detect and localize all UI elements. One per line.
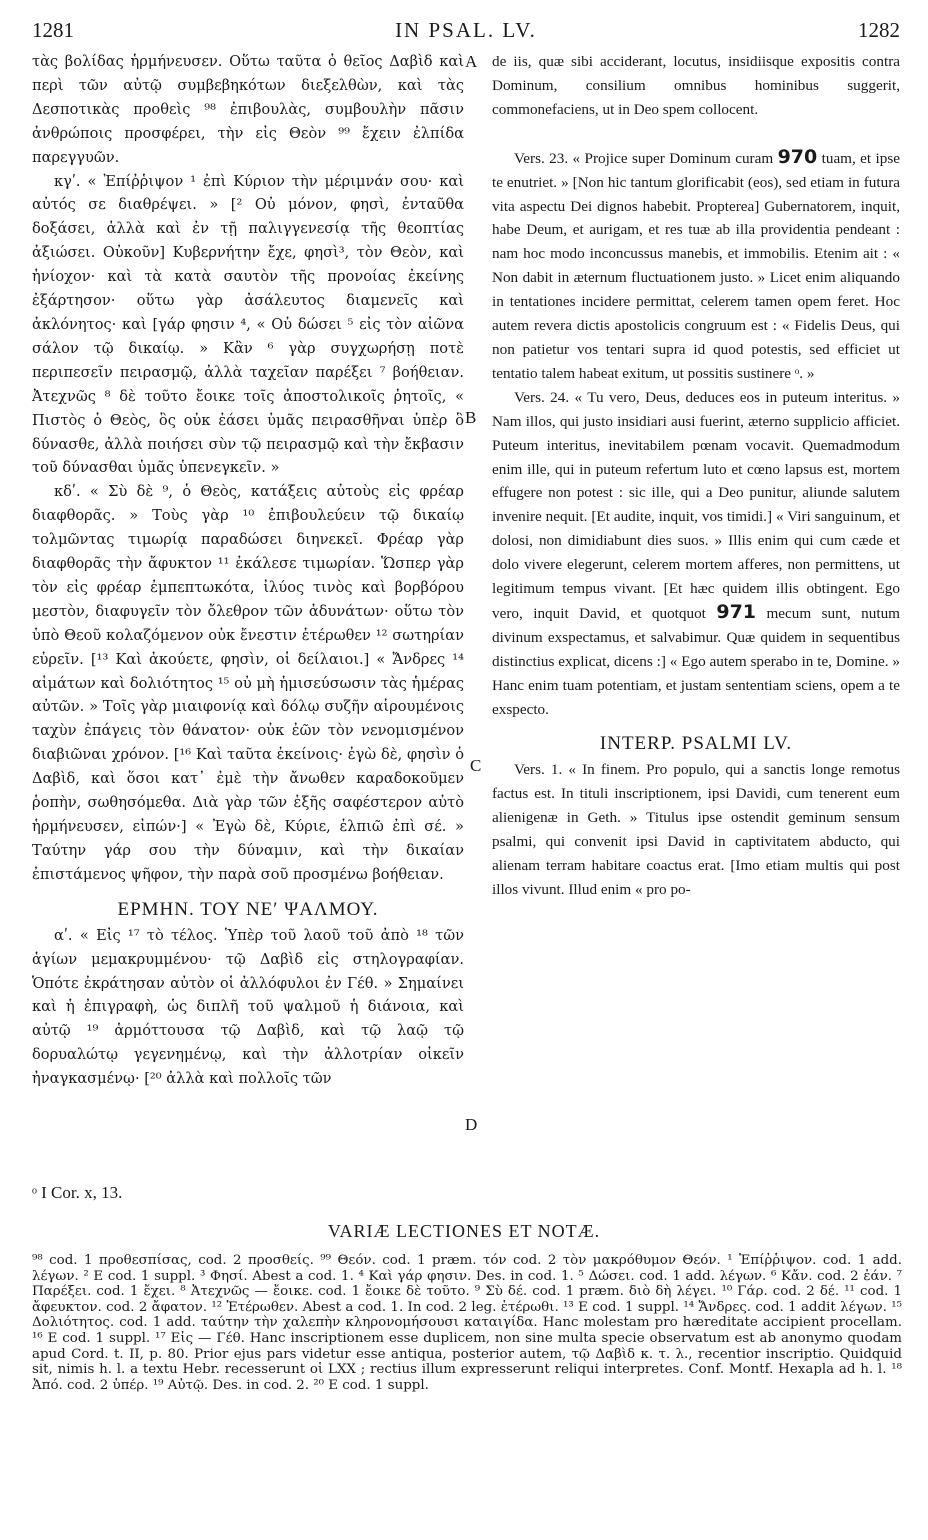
greek-section-heading: ΕΡΜΗΝ. ΤΟΥ ΝΕʹ ΨΑΛΜΟΥ. [117,898,379,920]
page-number-right: 1282 [858,18,900,42]
margin-marker-d: D [465,1115,478,1134]
latin-paragraph-3-rest: mecum sunt, nutum divinum exspectamus, et salvabimur. Quæ quidem in sequentibus distinctius explicat, dicens :] « Ego autem sperabo in te, Domine. » Hanc enim tuam potentiam, et justam sententiam sciens, opem a te exspecto. [492,604,900,718]
running-title: IN PSAL. LV. [395,18,537,42]
latin-paragraph-4: Vers. 1. « In finem. Pro populo, qui a sanctis longe remotus factus est. In tituli inscriptionem, ipsi Davidi, cum tenerent eum alienigenæ in Geth. » Titulus ipse ostendit geminum sensum psalmi, qui convenit ipsi David in captivitatem abducto, qui alienam terram habitare coactus erat. [Imo etiam multis qui post illos vivunt. Illud enim « pro po- [492,761,900,898]
column-number-971: 971 [716,600,757,623]
page-header [32,18,900,48]
margin-marker-a: A [465,52,478,71]
latin-paragraph-1: de iis, quæ sibi acciderant, locutus, insidiisque expositis contra Dominum, consilium omnibus hominibus suggerit, commonefaciens, ut in Deo spem collocent. [492,53,900,118]
notes-text: ⁹⁸ cod. 1 προθεσπίσας, cod. 2 προσθείς. ⁹⁹ Θεόν. cod. 1 præm. τόν cod. 2 τὸν μακρόθυμον Θεόν. ¹ Ἐπίῤῥιψον. cod. 1 add. λέγων. ² E cod. 1 suppl. ³ Φησί. Abest a cod. 1. ⁴ Καὶ γάρ φησιν. Des. in cod. 1. ⁵ Δώσει. cod. 1 add. λέγων. ⁶ Κἄν. cod. 2 ἐάν. ⁷ Παρέξει. cod. 1 ἔχει. ⁸ Ἀτεχνῶς — ἔοικε. cod. 1 ἔοικε δὲ τοῦτο. ⁹ Σὺ δέ. cod. 1 præm. διὸ δὴ λέγει. ¹⁰ Γάρ. cod. 2 δέ. ¹¹ cod. 1 ἄφευκτον. cod. 2 ἄφατον. ¹² Ἑτέρωθεν. Abest a cod. 1. In cod. 2 leg. ἑτέρωθι. ¹³ E cod. 1 suppl. ¹⁴ Ἄνδρες. cod. 1 addit λέγων. ¹⁵ Δολιότητος. cod. 1 add. ταύτην τὴν χαλεπὴν κληρονομήσουσι καταιγίδα. Hanc molestam pro hæreditate accipient procellam. ¹⁶ E cod. 1 suppl. ¹⁷ Εἰς — Γέθ. Hanc inscriptionem esse duplicem, non sine multa specie observatum est ab anonymo quodam apud Cord. t. II, p. 80. Prior ejus pars videtur esse antiqua, posterior autem, τῷ Δαβὶδ κ. τ. λ., recentior inscriptio. Quidquid sit, nimis h. l. a textu Hebr. recesserunt οἱ LXX ; rectius illum expresserunt reliqui interpretes. Conf. Montf. Hexapla ad h. l. ¹⁸ Ἀπό. cod. 2 ὑπέρ. ¹⁹ Αὐτῷ. Des. in cod. 2. ²⁰ E cod. 1 suppl. [32,1253,902,1393]
latin-section-heading: INTERP. PSALMI LV. [599,733,793,755]
scripture-footnote: ᵒ I Cor. x, 13. [32,1183,123,1202]
margin-marker-b: B [465,408,477,427]
latin-paragraph-3-start: Vers. 24. « Tu vero, Deus, deduces eos in puteum interitus. » Nam illos, qui justo insidiari ausi fuerint, æterno supplicio afficiet. Puteum interitus, inevitabilem pœnam vocavit. Quemadmodum enim ille, qui in puteum refertum luto et cœno lapsus est, mortem effugere non potest : sic ille, qui a Deo punitur, aliunde salutem invenire nequit. [Et audite, inquit, vos timidi.] « Viri sanguinum, et dolosi, non dimidiabunt dies suos. » Illis enim qui cum cæde et dolo vivere elegerunt, celerem mortem afferes, non permittens, ut legitimum tempus vivant. [Et hæc quidem illis obtingent. Ego vero, inquit David, et quotquot [492,388,900,622]
margin-marker-c: C [470,756,482,775]
variant-readings-notes [32,1253,902,1393]
page-number-left: 1281 [32,18,74,42]
latin-paragraph-2-start: Vers. 23. « Projice super Dominum curam [514,149,774,167]
greek-paragraph-2: κγʹ. « Ἐπίῤῥιψον ¹ ἐπὶ Κύριον τὴν μέριμνάν σου· καὶ αὐτός σε διαθρέψει. » [² Οὐ μόνον, φησὶ, ἐνταῦθα δοξάσει, ἀλλὰ καὶ ἐν τῇ παλιγγενεσίᾳ τῆς θεοπτίας ἀξιώσει. Οὐκοῦν] Κυβερνήτην ἔχε, φησὶ³, τὸν Θεὸν, καὶ ἡνίοχον· καὶ τὰ κατὰ σαυτὸν τῆς προνοίας ἐκείνης ἐξάρτησον· οὕτω γὰρ ἀσάλευτος διαμενεῖς καὶ ἀκλόνητος· καὶ [γάρ φησιν ⁴, « Οὐ δώσει ⁵ εἰς τὸν αἰῶνα σάλον τῷ δικαίῳ. » Κἂν ⁶ γὰρ συγχωρήσῃ ποτὲ περιπεσεῖν πειρασμῷ, ἀλλὰ ταχεῖαν παρέξει ⁷ βοήθειαν. Ἀτεχνῶς ⁸ δὲ τοῦτο ἔοικε τοῖς ἀποστολικοῖς ῥητοῖς, « Πιστὸς ὁ Θεὸς, ὃς οὐκ ἐάσει ὑμᾶς πειρασθῆναι ὑπὲρ ὃ δύνασθε, ἀλλὰ ποιήσει σὺν τῷ πειρασμῷ καὶ τὴν ἔκβασιν τοῦ δύνασθαι ὑμᾶς ὑπενεγκεῖν. » [32,172,464,477]
latin-paragraph-3 [492,386,900,722]
greek-paragraph-1: τὰς βολίδας ἡρμήνευσεν. Οὕτω ταῦτα ὁ θεῖος Δαβὶδ καὶ περὶ τῶν αὐτῷ συμβεβηκότων διεξελθὼν, καὶ τὰς Δεσποτικὰς προθεὶς ⁹⁸ ἐπιβουλὰς, συμβουλὴν πᾶσιν ἀνθρώποις προσφέρει, τὴν εἰς Θεὸν ⁹⁹ ἔχειν ἐλπίδα παρεγγυῶν. [32,53,464,166]
notes-heading: VARIÆ LECTIONES ET NOTÆ. [327,1221,601,1241]
latin-paragraph-2 [492,146,900,386]
greek-column [32,50,464,1091]
greek-paragraph-3: κδʹ. « Σὺ δὲ ⁹, ὁ Θεὸς, κατάξεις αὐτοὺς εἰς φρέαρ διαφθορᾶς. » Τοὺς γὰρ ¹⁰ ἐπιβουλεύειν τῷ δικαίῳ τολμῶντας τιμωρίᾳ παραδώσει διηνεκεῖ. Φρέαρ γὰρ διαφθορᾶς τὴν ἄφυκτον ¹¹ ἐκάλεσε τιμωρίαν. Ὥσπερ γὰρ τὸν εἰς φρέαρ ἐμπεπτωκότα, ἰλύος τινὸς καὶ βορβόρου μεστὸν, διαφυγεῖν τὸν ὄλεθρον τῶν ἀδυνάτων· οὕτω τὸν ὑπὸ Θεοῦ κολαζόμενον οὐκ ἔνεστιν ἑτέρωθεν ¹² σωτηρίαν εὑρεῖν. [¹³ Καὶ ἀκούετε, φησὶν, οἱ δείλαιοι.] « Ἄνδρες ¹⁴ αἱμάτων καὶ δολιότητος ¹⁵ οὐ μὴ ἡμισεύσωσιν τὰς ἡμέρας αὐτῶν. » Τοῖς γὰρ μιαιφονίᾳ καὶ δόλῳ συζῆν αἱρουμένοις ταχὺν ἐπάγεις τὸν θάνατον· οὐκ ἐῶν τὸν νενομισμένον διαβιῶναι χρόνον. [¹⁶ Καὶ ταῦτα ἐκείνοις· ἐγὼ δὲ, φησὶν ὁ Δαβὶδ, καὶ ὅσοι κατ᾽ ἐμὲ τὴν ἄνωθεν καραδοκοῦμεν ῥοπὴν, σωθησόμεθα. Διὰ γὰρ τῶν ἑξῆς σαφέστερον αὐτὸ ἡρμήνευσεν, εἰπών·] « Ἐγὼ δὲ, Κύριε, ἐλπιῶ ἐπὶ σέ. » Ταύτην γάρ σου τὴν δύναμιν, καὶ τὴν δικαίαν ἐπιστάμενος ψῆφον, τὴν παρὰ σοῦ προσμένω βοήθειαν. [32,483,464,883]
latin-column [492,50,900,902]
latin-paragraph-2-rest: tuam, et ipse te enutriet. » [Non hic tantum glorificabit (eos), sed etiam in futura vita aspectu Dei dignos habebit. Propterea] Gubernatorem, inquit, habe Deum, et aurigam, et res tuæ ab illa providentia pendeant : nam hoc modo inconcussus manebis, et immobilis. Etenim ait : « Non dabit in æternum fluctuationem justo. » Licet enim aliquando in tentationes incidere permittat, celerem tamen opem feret. Hoc autem revera dictis apostolicis congruum est : « Fidelis Deus, qui non patietur vos tentari supra id quod potestis, sed efficiet ut tentatio talem habeat exitum, ut possitis sustinere ᵒ. » [492,149,900,382]
column-number-970: 970 [777,145,818,168]
greek-paragraph-4: αʹ. « Εἰς ¹⁷ τὸ τέλος. Ὑπὲρ τοῦ λαοῦ τοῦ ἀπὸ ¹⁸ τῶν ἁγίων μεμακρυμμένου· τῷ Δαβὶδ εἰς στηλογραφίαν. Ὁπότε ἐκράτησαν αὐτὸν οἱ ἀλλόφυλοι ἐν Γέθ. » Σημαίνει καὶ ἡ ἐπιγραφὴ, ὡς διπλῆ τοῦ ψαλμοῦ ἡ διάνοια, καὶ αὐτῷ ¹⁹ ἁρμόττουσα τῷ Δαβὶδ, καὶ τῷ λαῷ τῷ δορυαλώτῳ γεγενημένῳ, καὶ τὴν ἀλλοτρίαν οἰκεῖν ἠναγκασμένῳ· [²⁰ ἀλλὰ καὶ πολλοῖς τῶν [32,926,464,1088]
